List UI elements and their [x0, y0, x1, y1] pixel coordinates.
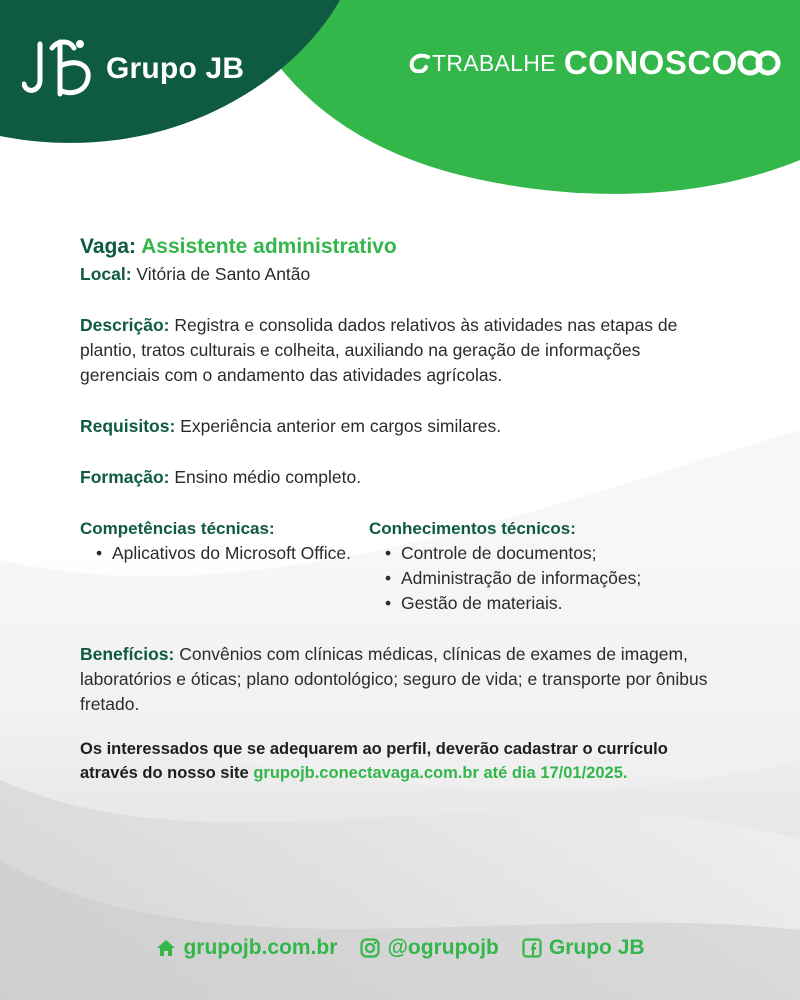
conhecimentos-list	[369, 541, 720, 616]
formacao-block	[80, 465, 720, 490]
instagram-contact[interactable]	[359, 936, 498, 960]
conhecimento-item: • Controle de documentos;	[383, 541, 720, 566]
hook-icon	[408, 53, 430, 73]
beneficios-label: Benefícios:	[80, 644, 175, 664]
vaga-line	[80, 232, 720, 262]
formacao-label: Formação:	[80, 467, 170, 487]
formacao-value: Ensino médio completo.	[174, 467, 362, 487]
requisitos-label: Requisitos:	[80, 416, 176, 436]
job-content	[80, 232, 720, 785]
local-value: Vitória de Santo Antão	[136, 264, 311, 284]
local-label: Local:	[80, 264, 132, 284]
conhecimento-item: • Administração de informações;	[383, 566, 720, 591]
descricao-block	[80, 313, 720, 388]
application-note	[80, 737, 720, 785]
brand-logo	[22, 36, 244, 102]
facebook-icon	[521, 937, 543, 959]
competencia-item: • Aplicativos do Microsoft Office.	[94, 541, 369, 566]
loop-icon	[736, 48, 782, 78]
trabalhe-conosco-banner	[408, 44, 782, 82]
beneficios-value: Convênios com clínicas médicas, clínicas de exames de imagem, laboratórios e óticas; plano odontológico; seguro de vida; e transporte por ônibus fretado.	[80, 644, 708, 714]
instagram-icon	[359, 937, 381, 959]
footer-contacts	[0, 936, 800, 960]
application-link[interactable]: grupojb.conectavaga.com.br até dia 17/01/2025.	[253, 764, 628, 782]
website-contact[interactable]	[155, 936, 337, 960]
conhecimento-item: • Gestão de materiais.	[383, 591, 720, 616]
competencias-column	[80, 516, 369, 616]
skills-columns	[80, 516, 720, 616]
cta-small-text: TRABALHE	[432, 49, 556, 76]
note-text: Os interessados que se adequarem ao perfil, deverão cadastrar o currículo através do nosso site	[80, 740, 668, 782]
vaga-value: Assistente administrativo	[141, 235, 397, 258]
cta-big-text: CONOSCO	[563, 44, 738, 81]
requisitos-value: Experiência anterior em cargos similares.	[180, 416, 502, 436]
website-text: grupojb.com.br	[183, 936, 338, 959]
vaga-label: Vaga:	[80, 235, 137, 258]
descricao-value: Registra e consolida dados relativos às atividades nas etapas de plantio, tratos culturais e colheita, auxiliando na geração de informações gerenciais com o andamento das atividades agrícolas.	[80, 315, 678, 385]
facebook-contact[interactable]	[521, 936, 645, 960]
requisitos-block	[80, 414, 720, 439]
descricao-label: Descrição:	[80, 315, 170, 335]
local-line	[80, 262, 720, 287]
competencias-list	[80, 541, 369, 566]
conhecimentos-title: Conhecimentos técnicos:	[369, 519, 576, 538]
brand-name: Grupo JB	[106, 52, 245, 85]
instagram-text: @ogrupojb	[387, 936, 499, 959]
facebook-text: Grupo JB	[548, 936, 645, 959]
competencias-title: Competências técnicas:	[80, 519, 275, 538]
conhecimentos-column	[369, 516, 720, 616]
home-icon	[155, 937, 177, 959]
grupo-jb-logo-icon	[22, 36, 96, 102]
beneficios-block	[80, 642, 720, 717]
